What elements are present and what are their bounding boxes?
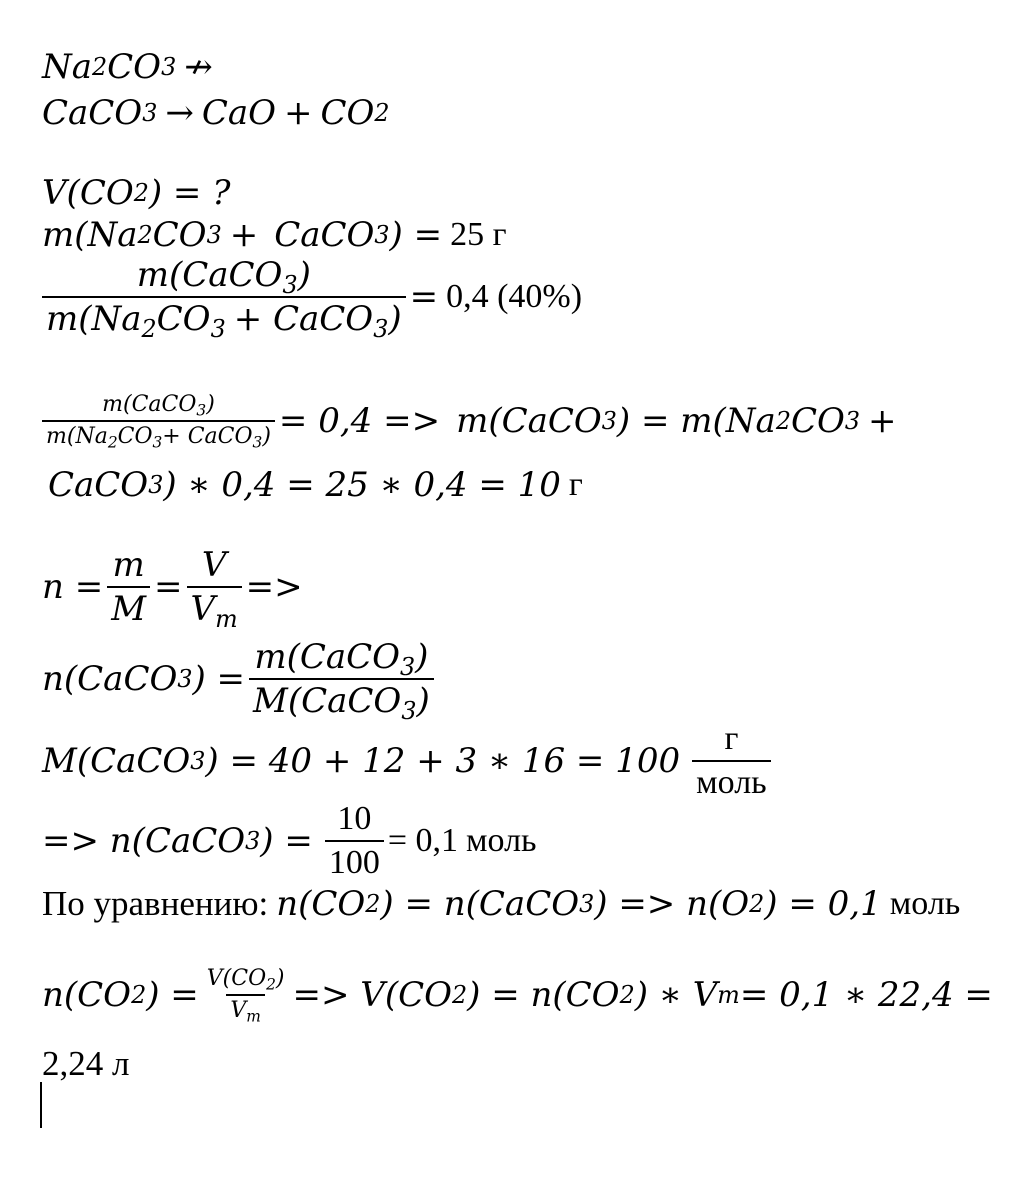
- answer-value: 2,24 л: [42, 1044, 130, 1083]
- text: ): [415, 637, 429, 677]
- eq-line-10: M(CaCO 3 ) = 40 + 12 + 3 ∗ 16 = 100 $\frac{г}{\text{моль}}$: [42, 722, 775, 800]
- eq-line-12: По уравнению: n(CO 2 ) = n(CaCO 3 ) => n(O 2 ) = 0,1 моль: [42, 883, 961, 924]
- numerator: 10: [337, 800, 372, 837]
- text: V: [230, 998, 247, 1023]
- unit: моль: [466, 822, 537, 859]
- numerator: V: [201, 545, 227, 585]
- text: V(CO: [206, 966, 267, 991]
- eq-line-14: [42, 1046, 129, 1081]
- text: m(Na: [46, 424, 108, 449]
- numerator: [203, 968, 289, 994]
- value: 0,4 (40%): [446, 278, 583, 315]
- text: ): [388, 299, 402, 339]
- subscript: 3: [401, 697, 417, 726]
- numerator: г: [724, 720, 739, 757]
- subscript: 3: [400, 653, 416, 682]
- numerator: [250, 637, 432, 682]
- numerator: m: [112, 545, 145, 585]
- text: CaCO: [42, 93, 143, 133]
- subscript: m: [246, 1007, 261, 1026]
- text: CO: [790, 401, 845, 441]
- text: V: [190, 589, 216, 629]
- text: =: [154, 567, 183, 607]
- fraction: [187, 545, 242, 634]
- fraction: [203, 966, 289, 1026]
- text: m(Na: [42, 215, 138, 255]
- eq-line-5: [42, 255, 583, 344]
- text: ): [297, 255, 311, 295]
- text: => n(CaCO: [42, 821, 246, 861]
- eq-line-2: CaCO 3 → CaO + CO 2: [42, 93, 390, 133]
- text: ): [262, 424, 271, 449]
- text: M(CaCO: [253, 681, 402, 721]
- text: n(CO: [276, 883, 366, 924]
- eq-line-9: n(CaCO 3 ) = $\frac{m(CaCO_3)}{M(CaCO_3)}$: [42, 640, 438, 718]
- fraction: [42, 392, 275, 452]
- eq-line-3: V(CO 2 ) = ?: [42, 173, 231, 213]
- subscript: 2: [107, 433, 118, 452]
- text: m(CaCO: [102, 392, 197, 417]
- text: ) = ?: [148, 173, 231, 213]
- denominator: [226, 994, 265, 1026]
- text: m(Na: [46, 299, 142, 339]
- text: CO: [117, 424, 153, 449]
- text: ) =: [389, 215, 443, 255]
- text: ): [416, 681, 430, 721]
- fraction: [325, 802, 384, 880]
- text: ) = m(Na: [616, 401, 776, 441]
- text: ) ∗ V: [634, 975, 718, 1015]
- fraction: [42, 255, 406, 344]
- text: CO: [156, 299, 211, 339]
- text: n(CO: [42, 975, 132, 1015]
- text: n(CaCO: [42, 659, 178, 699]
- text: CO: [320, 93, 375, 133]
- denominator: [187, 586, 242, 634]
- text: =>: [245, 567, 303, 607]
- text: = 0,4 =>: [278, 401, 441, 441]
- text: M(CaCO: [42, 741, 191, 781]
- text: CO: [107, 47, 162, 87]
- text: + CaCO: [162, 424, 253, 449]
- fraction: [249, 637, 434, 726]
- eq-line-6: $\frac{m(CaCO_3)}{m(Na_2CO_3+ CaCO_3)}$ = 0,4 => m(CaCO 3 ) = m(Na 2 CO 3 +: [42, 394, 896, 448]
- denominator: [42, 296, 406, 344]
- subscript: m: [215, 605, 238, 634]
- text: CaO: [201, 93, 276, 133]
- label: По уравнению:: [42, 884, 269, 923]
- text: ) = n(CaCO: [380, 883, 580, 924]
- text: +: [867, 401, 897, 441]
- denominator: [249, 678, 434, 726]
- text: =: [409, 277, 439, 317]
- eq-line-7: CaCO 3 ) ∗ 0,4 = 25 ∗ 0,4 = 10 г: [48, 465, 583, 505]
- text: n =: [42, 567, 104, 607]
- text: ) =: [260, 821, 313, 861]
- subscript: 3: [196, 401, 207, 420]
- denominator: моль: [692, 760, 771, 800]
- subscript: 3: [282, 271, 298, 300]
- text: V(CO: [42, 173, 134, 213]
- denominator: M: [107, 586, 150, 626]
- eq-line-8: [42, 545, 303, 634]
- unit-fraction: [692, 722, 771, 800]
- subscript: 2: [141, 315, 157, 344]
- text: CO: [152, 215, 207, 255]
- text: ) => n(O: [594, 883, 750, 924]
- text: => V(CO: [292, 975, 452, 1015]
- subscript: 3: [373, 315, 389, 344]
- text: ) =: [146, 975, 199, 1015]
- text: ) =: [192, 659, 246, 699]
- subscript: 3: [252, 433, 263, 452]
- numerator: [98, 394, 219, 420]
- text: Na: [42, 47, 93, 87]
- text: ) = 0,1: [764, 883, 882, 924]
- text: = 0,1 ∗ 22,4 =: [739, 975, 993, 1015]
- subscript: 2: [266, 975, 276, 994]
- eq-line-1: Na 2 CO 3 ↛: [42, 47, 213, 87]
- fraction: [107, 545, 150, 629]
- text: m(CaCO: [254, 637, 401, 677]
- eq-line-4: m(Na 2 CO 3 + CaCO 3 ) = 25 г: [42, 215, 507, 255]
- eq-line-11: => n(CaCO 3 ) = $\frac{10}{100}$ = 0,1 моль: [42, 800, 537, 881]
- denominator: 100: [325, 840, 384, 880]
- text: +: [229, 215, 259, 255]
- unit: моль: [889, 884, 961, 922]
- text: CaCO: [48, 465, 149, 505]
- text-cursor: [40, 1082, 42, 1128]
- numerator: [133, 255, 315, 300]
- reaction-arrow: →: [165, 93, 194, 133]
- text: ) = n(CO: [467, 975, 620, 1015]
- text: CaCO: [274, 215, 375, 255]
- subscript: 3: [210, 315, 226, 344]
- denominator: [42, 420, 275, 452]
- value: 25 г: [450, 216, 507, 253]
- text: ) ∗ 0,4 = 25 ∗ 0,4 = 10: [163, 465, 561, 505]
- text: = 0,1: [387, 822, 459, 859]
- text: +: [284, 93, 313, 133]
- eq-line-13: n(CO 2 ) = $\frac{V(CO_2)}{V_m}$ => V(CO 2 ) = n(CO 2 ) ∗ V m = 0,1 ∗ 22,4 =: [42, 966, 993, 1026]
- text: ) = 40 + 12 + 3 ∗ 16 = 100: [205, 741, 681, 781]
- unit: г: [568, 466, 583, 503]
- no-reaction-arrow: ↛: [184, 47, 213, 87]
- text: ): [206, 392, 215, 417]
- text: m(CaCO: [456, 401, 602, 441]
- text: + CaCO: [233, 299, 374, 339]
- subscript: 3: [152, 433, 163, 452]
- text: m(CaCO: [136, 255, 283, 295]
- text: ): [275, 966, 285, 991]
